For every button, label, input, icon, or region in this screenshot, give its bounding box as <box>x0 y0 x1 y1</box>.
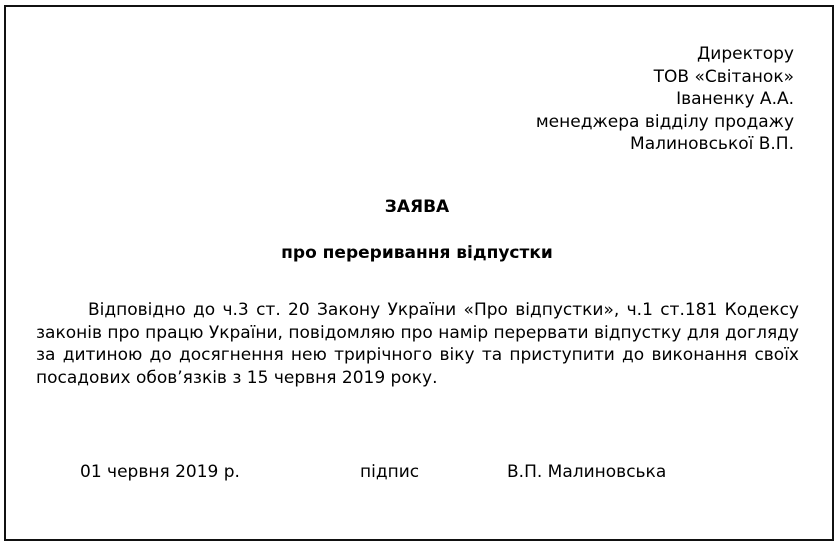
sender-name: Малиновської В.П. <box>630 134 794 154</box>
addressee-company: ТОВ «Світанок» <box>653 66 794 87</box>
document-page <box>4 5 834 541</box>
signature-date: 01 червня 2019 р. <box>80 462 240 482</box>
application-body: Відповідно до ч.3 ст. 20 Закону України «Про відпустки», ч.1 ст.181 Кодексу законів про працю України, повідомляю про намір перервати відпустку для догляду за дитиною до досягнення нею трирічного віку та приступити до виконання своїх посадових обов’язків з 15 червня 2019 року. <box>36 300 799 388</box>
document-subtitle: про переривання відпустки <box>281 243 553 263</box>
signer-name: В.П. Малиновська <box>507 462 667 482</box>
signature-placeholder: підпис <box>360 462 420 482</box>
document-title: ЗАЯВА <box>384 197 450 217</box>
addressee-name: Іваненку А.А. <box>676 89 794 109</box>
addressee-block <box>536 43 794 156</box>
addressee-position: Директору <box>696 44 794 64</box>
sender-position: менеджера відділу продажу <box>535 111 794 132</box>
